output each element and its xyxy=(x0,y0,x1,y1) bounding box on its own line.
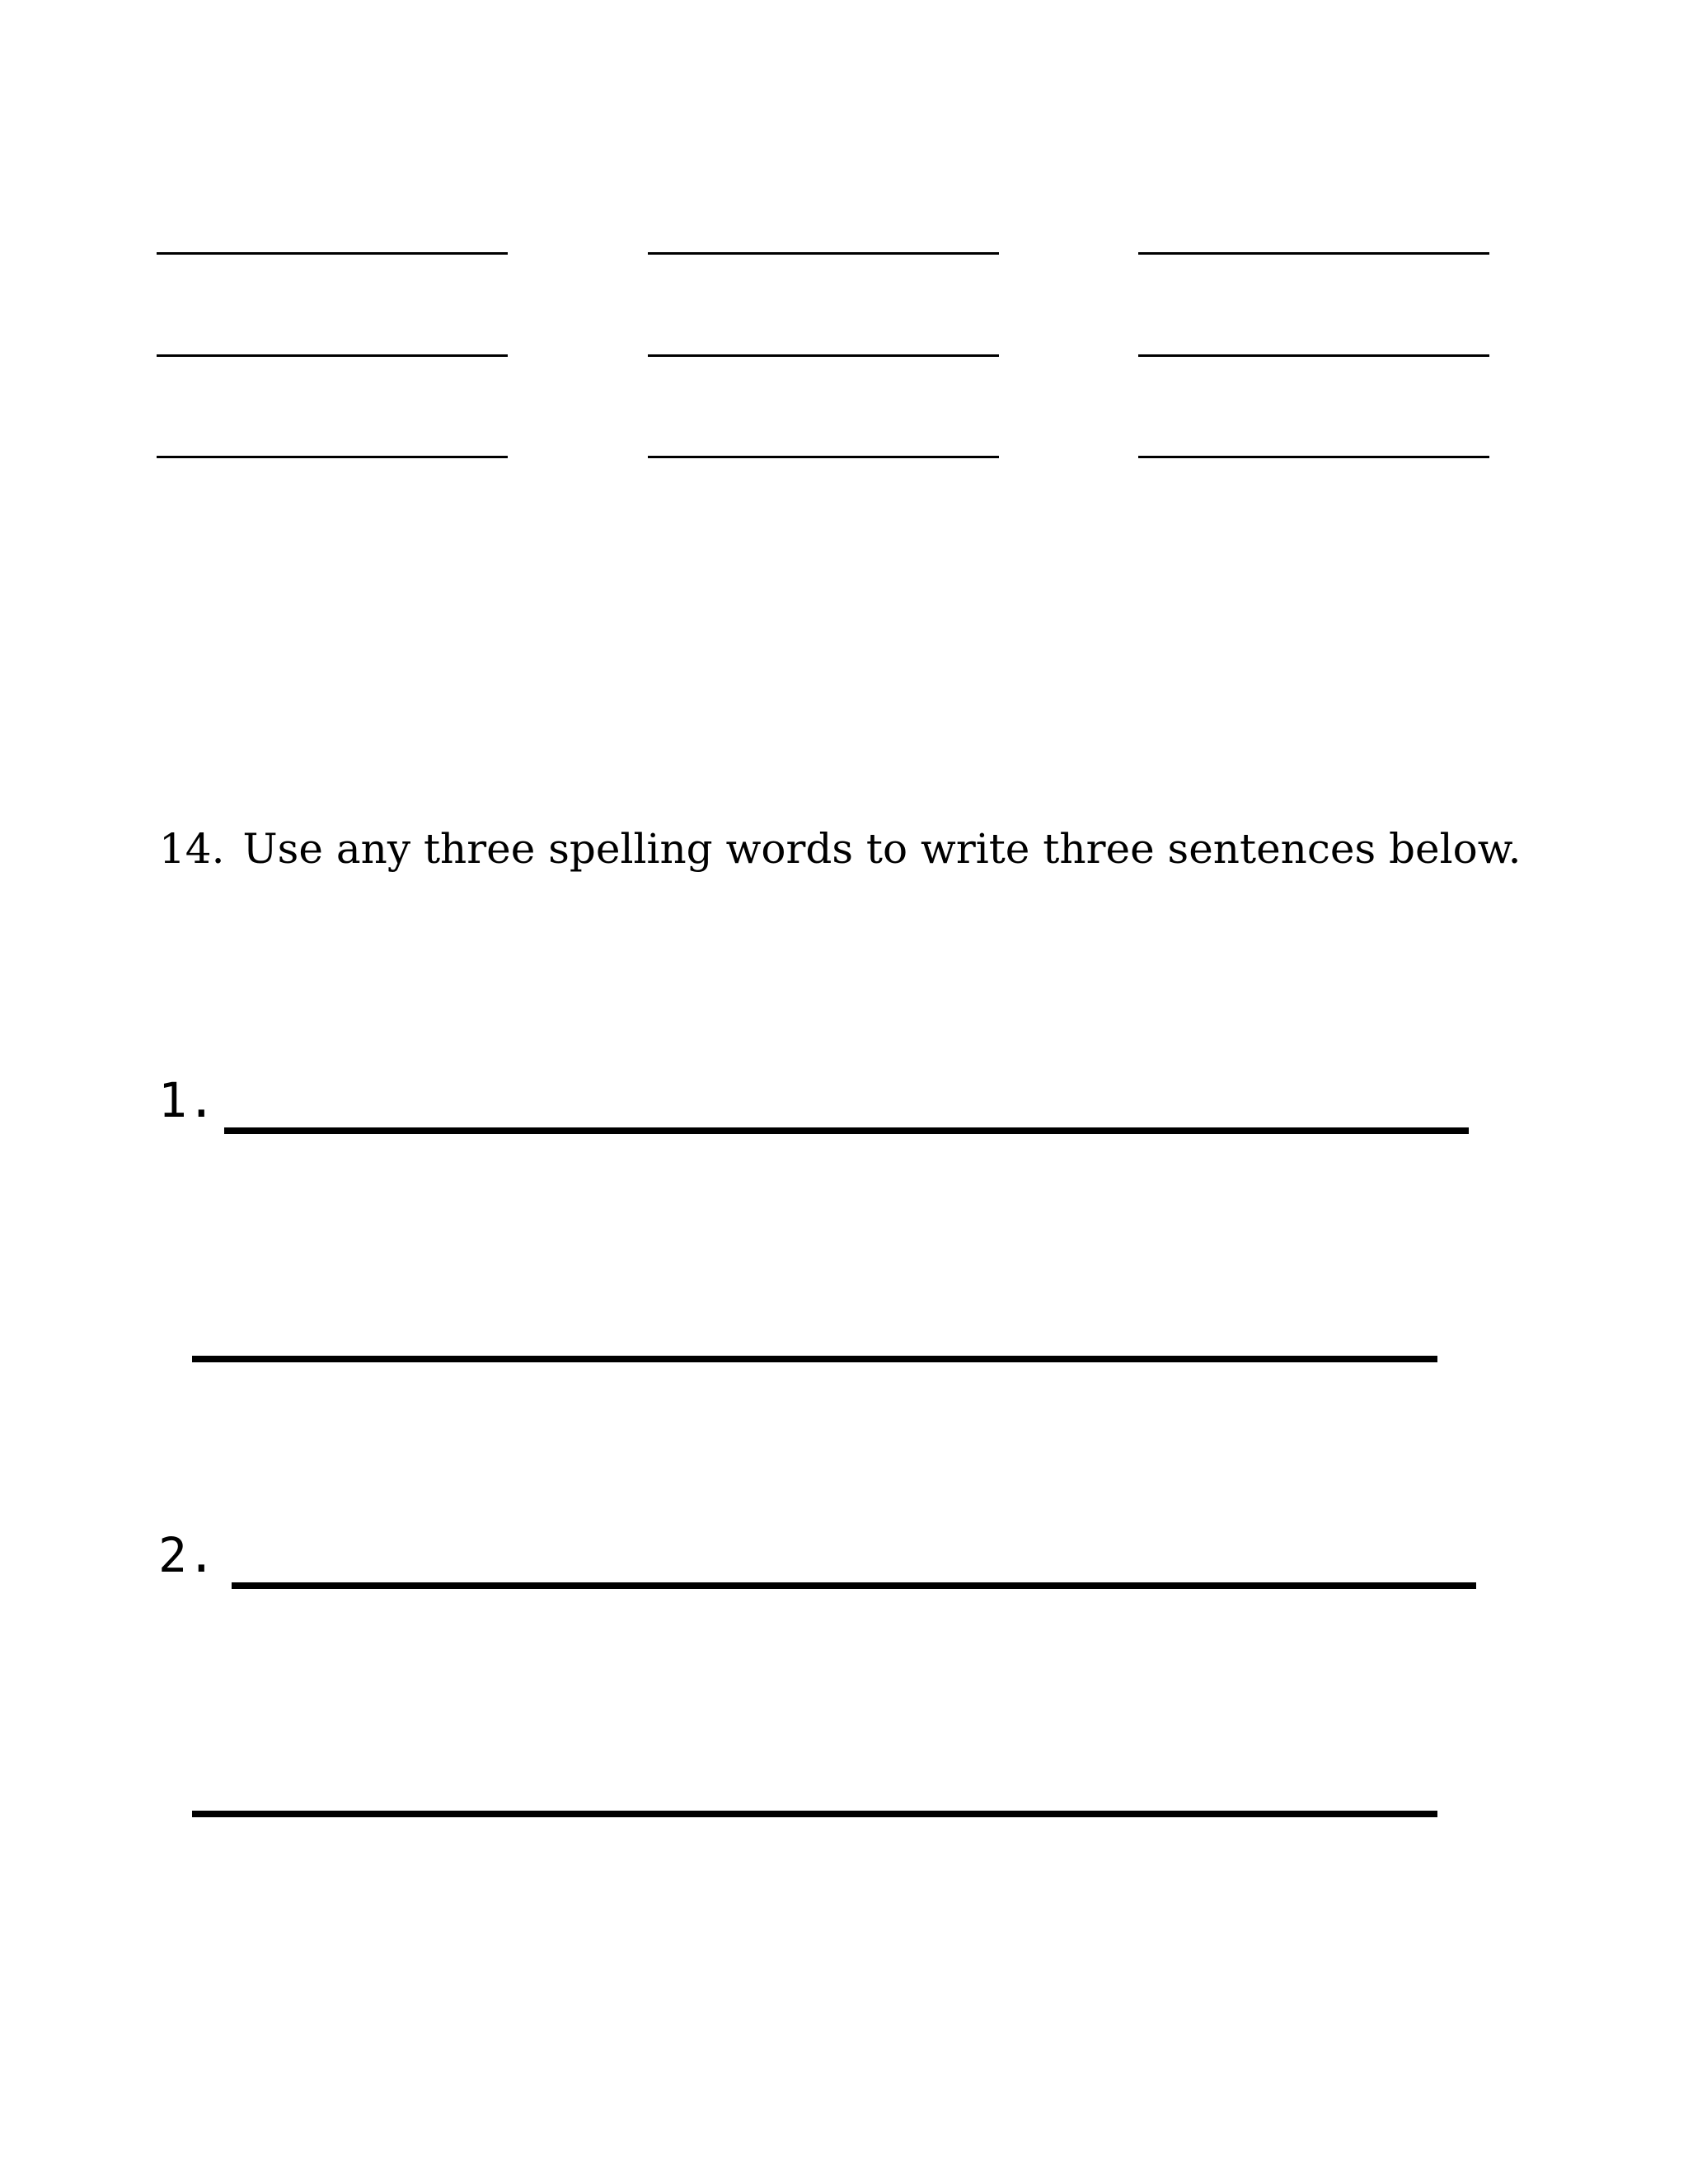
word-blank-line[interactable] xyxy=(157,456,508,458)
sentence-number: 1. xyxy=(158,1072,216,1128)
word-blank-line[interactable] xyxy=(157,354,508,357)
word-blank-line[interactable] xyxy=(1138,252,1489,255)
word-blank-line[interactable] xyxy=(1138,354,1489,357)
word-blank-line[interactable] xyxy=(648,252,999,255)
sentence-answer-line[interactable] xyxy=(232,1582,1476,1589)
word-blank-line[interactable] xyxy=(648,456,999,458)
sentence-number: 2. xyxy=(158,1527,216,1583)
word-blank-line[interactable] xyxy=(1138,456,1489,458)
sentence-answer-line[interactable] xyxy=(192,1356,1437,1362)
question-number: 14. xyxy=(159,825,225,873)
word-blank-line[interactable] xyxy=(157,252,508,255)
sentence-answer-line[interactable] xyxy=(224,1127,1469,1134)
question-text: Use any three spelling words to write three sentences below. xyxy=(242,825,1522,873)
sentence-answer-line[interactable] xyxy=(192,1811,1437,1817)
question-prompt xyxy=(159,823,1521,875)
word-blank-line[interactable] xyxy=(648,354,999,357)
